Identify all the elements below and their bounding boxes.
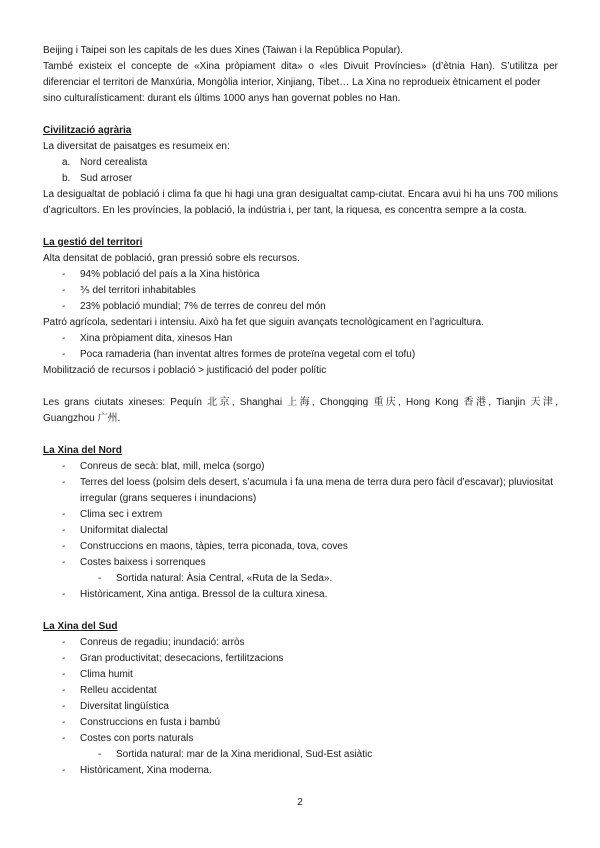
section-heading-gestio: La gestió del territori: [43, 237, 143, 248]
section-heading-sud: La Xina del Sud: [43, 621, 118, 632]
list-item: - Clima humit: [43, 667, 558, 683]
sud-sublist: [43, 747, 558, 763]
gestio-intro: Alta densitat de població, gran pressió sobre els recursos.: [43, 253, 300, 264]
list-item: - Terres del loess (polsim dels desert, s’acumula i fa una mena de terra dura pero fàcil d’escavar); pluviositat irregular (grans sequeres i inundacions): [43, 475, 558, 507]
list-item: - Conreus de secà: blat, mill, melca (sorgo): [43, 459, 558, 475]
nord-list-end: [43, 587, 558, 603]
gestio-paragraph-2: Patró agrícola, sedentari i intensiu. Això ha fet que siguin avançats tecnològicament en l’agricultura.: [43, 317, 484, 328]
gestio-list-2: [43, 331, 558, 363]
ciutats-line-2: Guangzhou 广州.: [43, 413, 121, 424]
list-item: - Clima sec i extrem: [43, 507, 558, 523]
list-item: - Relleu accidentat: [43, 683, 558, 699]
list-item: - Diversitat lingüística: [43, 699, 558, 715]
list-item: - Gran productivitat; desecacions, fertilitzacions: [43, 651, 558, 667]
civilitzacio-paragraph: La desigualtat de població i clima fa que hi hagi una gran desigualtat camp-ciutat. Encara avui hi ha uns 700 milions d’agricultors. En les províncies, la població, la indústria i, per tant, la riquesa, es concentra sempre a la costa.: [43, 189, 558, 216]
list-marker: b.: [62, 173, 71, 184]
civilitzacio-intro: La diversitat de paisatges es resumeix en:: [43, 141, 230, 152]
list-item-text: Nord cerealista: [80, 157, 148, 168]
list-item: - 23% població mundial; 7% de terres de conreu del món: [43, 299, 558, 315]
ciutats-line-1: Les grans ciutats xineses: Pequín 北京, Shanghai 上海, Chongqing 重庆, Hong Kong 香港, Tianjin 天津,: [43, 397, 558, 408]
list-item: - Construccions en fusta i bambú: [43, 715, 558, 731]
sub-list-item: - Sortida natural: mar de la Xina meridional, Sud-Est asiàtic: [43, 747, 558, 763]
section-heading-nord: La Xina del Nord: [43, 445, 122, 456]
list-item: - 94% població del país a la Xina històrica: [43, 267, 558, 283]
list-item: - Històricament, Xina antiga. Bressol de la cultura xinesa.: [43, 587, 558, 603]
section-heading-civilitzacio: Civilització agrària: [43, 125, 132, 136]
list-marker: a.: [62, 157, 71, 168]
list-item: - Costes baixess i sorrenques: [43, 555, 558, 571]
intro-paragraph-1: Beijing i Taipei son les capitals de les dues Xines (Taiwan i la República Popular).: [43, 45, 404, 56]
list-item: - Històricament, Xina moderna.: [43, 763, 558, 779]
sud-list: [43, 635, 558, 747]
list-item: - Costes con ports naturals: [43, 731, 558, 747]
list-item-text: Sud arroser: [80, 173, 133, 184]
list-item: - Poca ramaderia (han inventat altres formes de proteïna vegetal com el tofu): [43, 347, 558, 363]
list-item: - Construccions en maons, tàpies, terra piconada, tova, coves: [43, 539, 558, 555]
page-number: 2: [297, 797, 303, 808]
sub-list-item: - Sortida natural: Àsia Central, «Ruta de la Seda».: [43, 571, 558, 587]
intro-paragraph-2-rest: diferenciar el territori de Manxúria, Mongòlia interior, Xinjiang, Tibet… La Xina no reprodueix ètnicament el poder sino culturalísticament: durant els últims 1000 anys han governat pobles no Han.: [43, 77, 541, 104]
gestio-paragraph-3: Mobilització de recursos i població > justificació del poder polític: [43, 365, 327, 376]
nord-sublist: [43, 571, 558, 587]
list-item: [43, 171, 558, 187]
list-item: [43, 155, 558, 171]
list-item: - Uniformitat dialectal: [43, 523, 558, 539]
intro-paragraph-2-line-1: També existeix el concepte de «Xina pròpiament dita» o «les Divuit Províncies» (d’ètnia Han). S’utilitza per: [43, 61, 558, 72]
sud-list-end: [43, 763, 558, 779]
document-page: [43, 43, 558, 779]
list-item: - Xina pròpiament dita, xinesos Han: [43, 331, 558, 347]
list-item: - ⅗ del territori inhabitables: [43, 283, 558, 299]
list-item: - Conreus de regadiu; inundació: arròs: [43, 635, 558, 651]
civilitzacio-list: [43, 155, 558, 187]
gestio-list: [43, 267, 558, 315]
nord-list: [43, 459, 558, 571]
